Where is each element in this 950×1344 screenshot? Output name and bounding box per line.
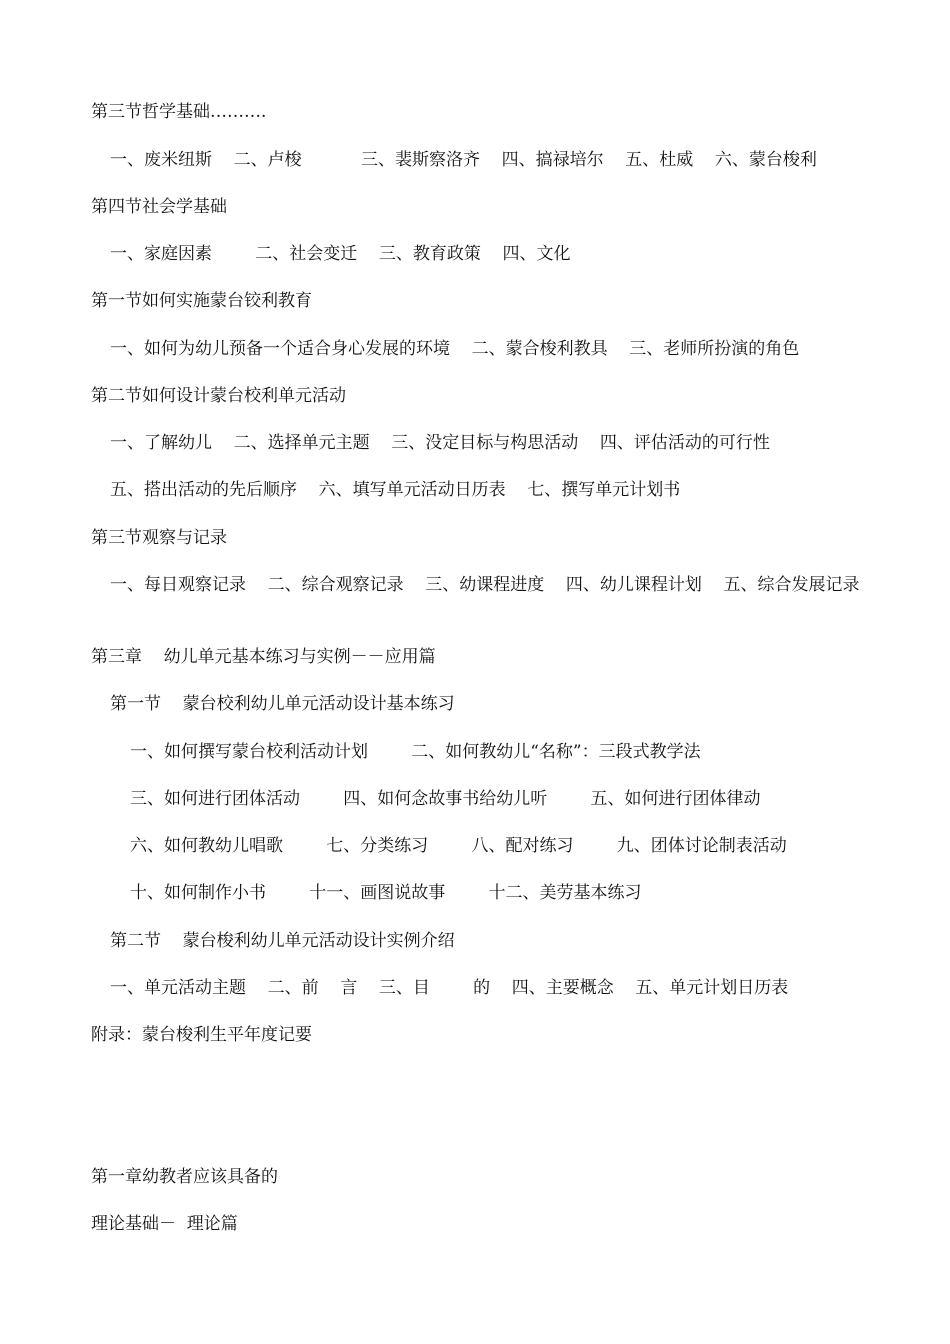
list-item: 一、每日观察记录 二、综合观察记录 三、幼课程进度 四、幼儿课程计划 五、综合发展记录 [110, 575, 860, 595]
section-heading: 第二节 蒙台梭利幼儿单元活动设计实例介绍 [110, 931, 455, 951]
section-heading: 第三节哲学基础………. [91, 102, 272, 122]
list-item: 一、家庭因素 二、社会变迁 三、教育政策 四、文化 [110, 244, 571, 264]
section-heading: 第四节社会学基础 [91, 197, 227, 217]
list-item: 五、搭出活动的先后顺序 六、填写单元活动日历表 七、撰写单元计划书 [110, 480, 681, 500]
chapter-subheading: 理论基础－ 理论篇 [91, 1214, 238, 1234]
chapter-heading: 第三章 幼儿单元基本练习与实例－－应用篇 [91, 647, 436, 667]
appendix-line: 附录：蒙台梭利生平年度记要 [91, 1025, 312, 1045]
list-item: 一、单元活动主题 二、前 言 三、目 的 四、主要概念 五、单元计划日历表 [110, 978, 789, 998]
list-item: 一、废米纽斯 二、卢梭 三、裴斯察洛齐 四、搞禄培尔 五、杜威 六、蒙台梭利 [110, 150, 817, 170]
section-heading: 第一节 蒙台校利幼儿单元活动设计基本练习 [110, 694, 455, 714]
list-item: 一、了解幼儿 二、选择单元主题 三、没定目标与构思活动 四、评估活动的可行性 [110, 433, 770, 453]
section-heading: 第三节观察与记录 [91, 528, 227, 548]
list-item: 六、如何教幼儿唱歌 七、分类练习 八、配对练习 九、团体讨论制表活动 [130, 836, 787, 856]
list-item: 一、如何撰写蒙台校利活动计划 二、如何教幼儿“名称”：三段式教学法 [130, 742, 701, 762]
list-item: 三、如何进行团体活动 四、如何念故事书给幼儿听 五、如何进行团体律动 [130, 789, 761, 809]
list-item: 一、如何为幼儿预备一个适合身心发展的环境 二、蒙合梭利教具 三、老师所扮演的角色 [110, 339, 800, 359]
list-item: 十、如何制作小书 十一、画图说故事 十二、美劳基本练习 [130, 883, 642, 903]
section-heading: 第二节如何设计蒙台校利单元活动 [91, 386, 346, 406]
chapter-heading: 第一章幼教者应该具备的 [91, 1167, 278, 1187]
section-heading: 第一节如何实施蒙台铰利教育 [91, 291, 312, 311]
